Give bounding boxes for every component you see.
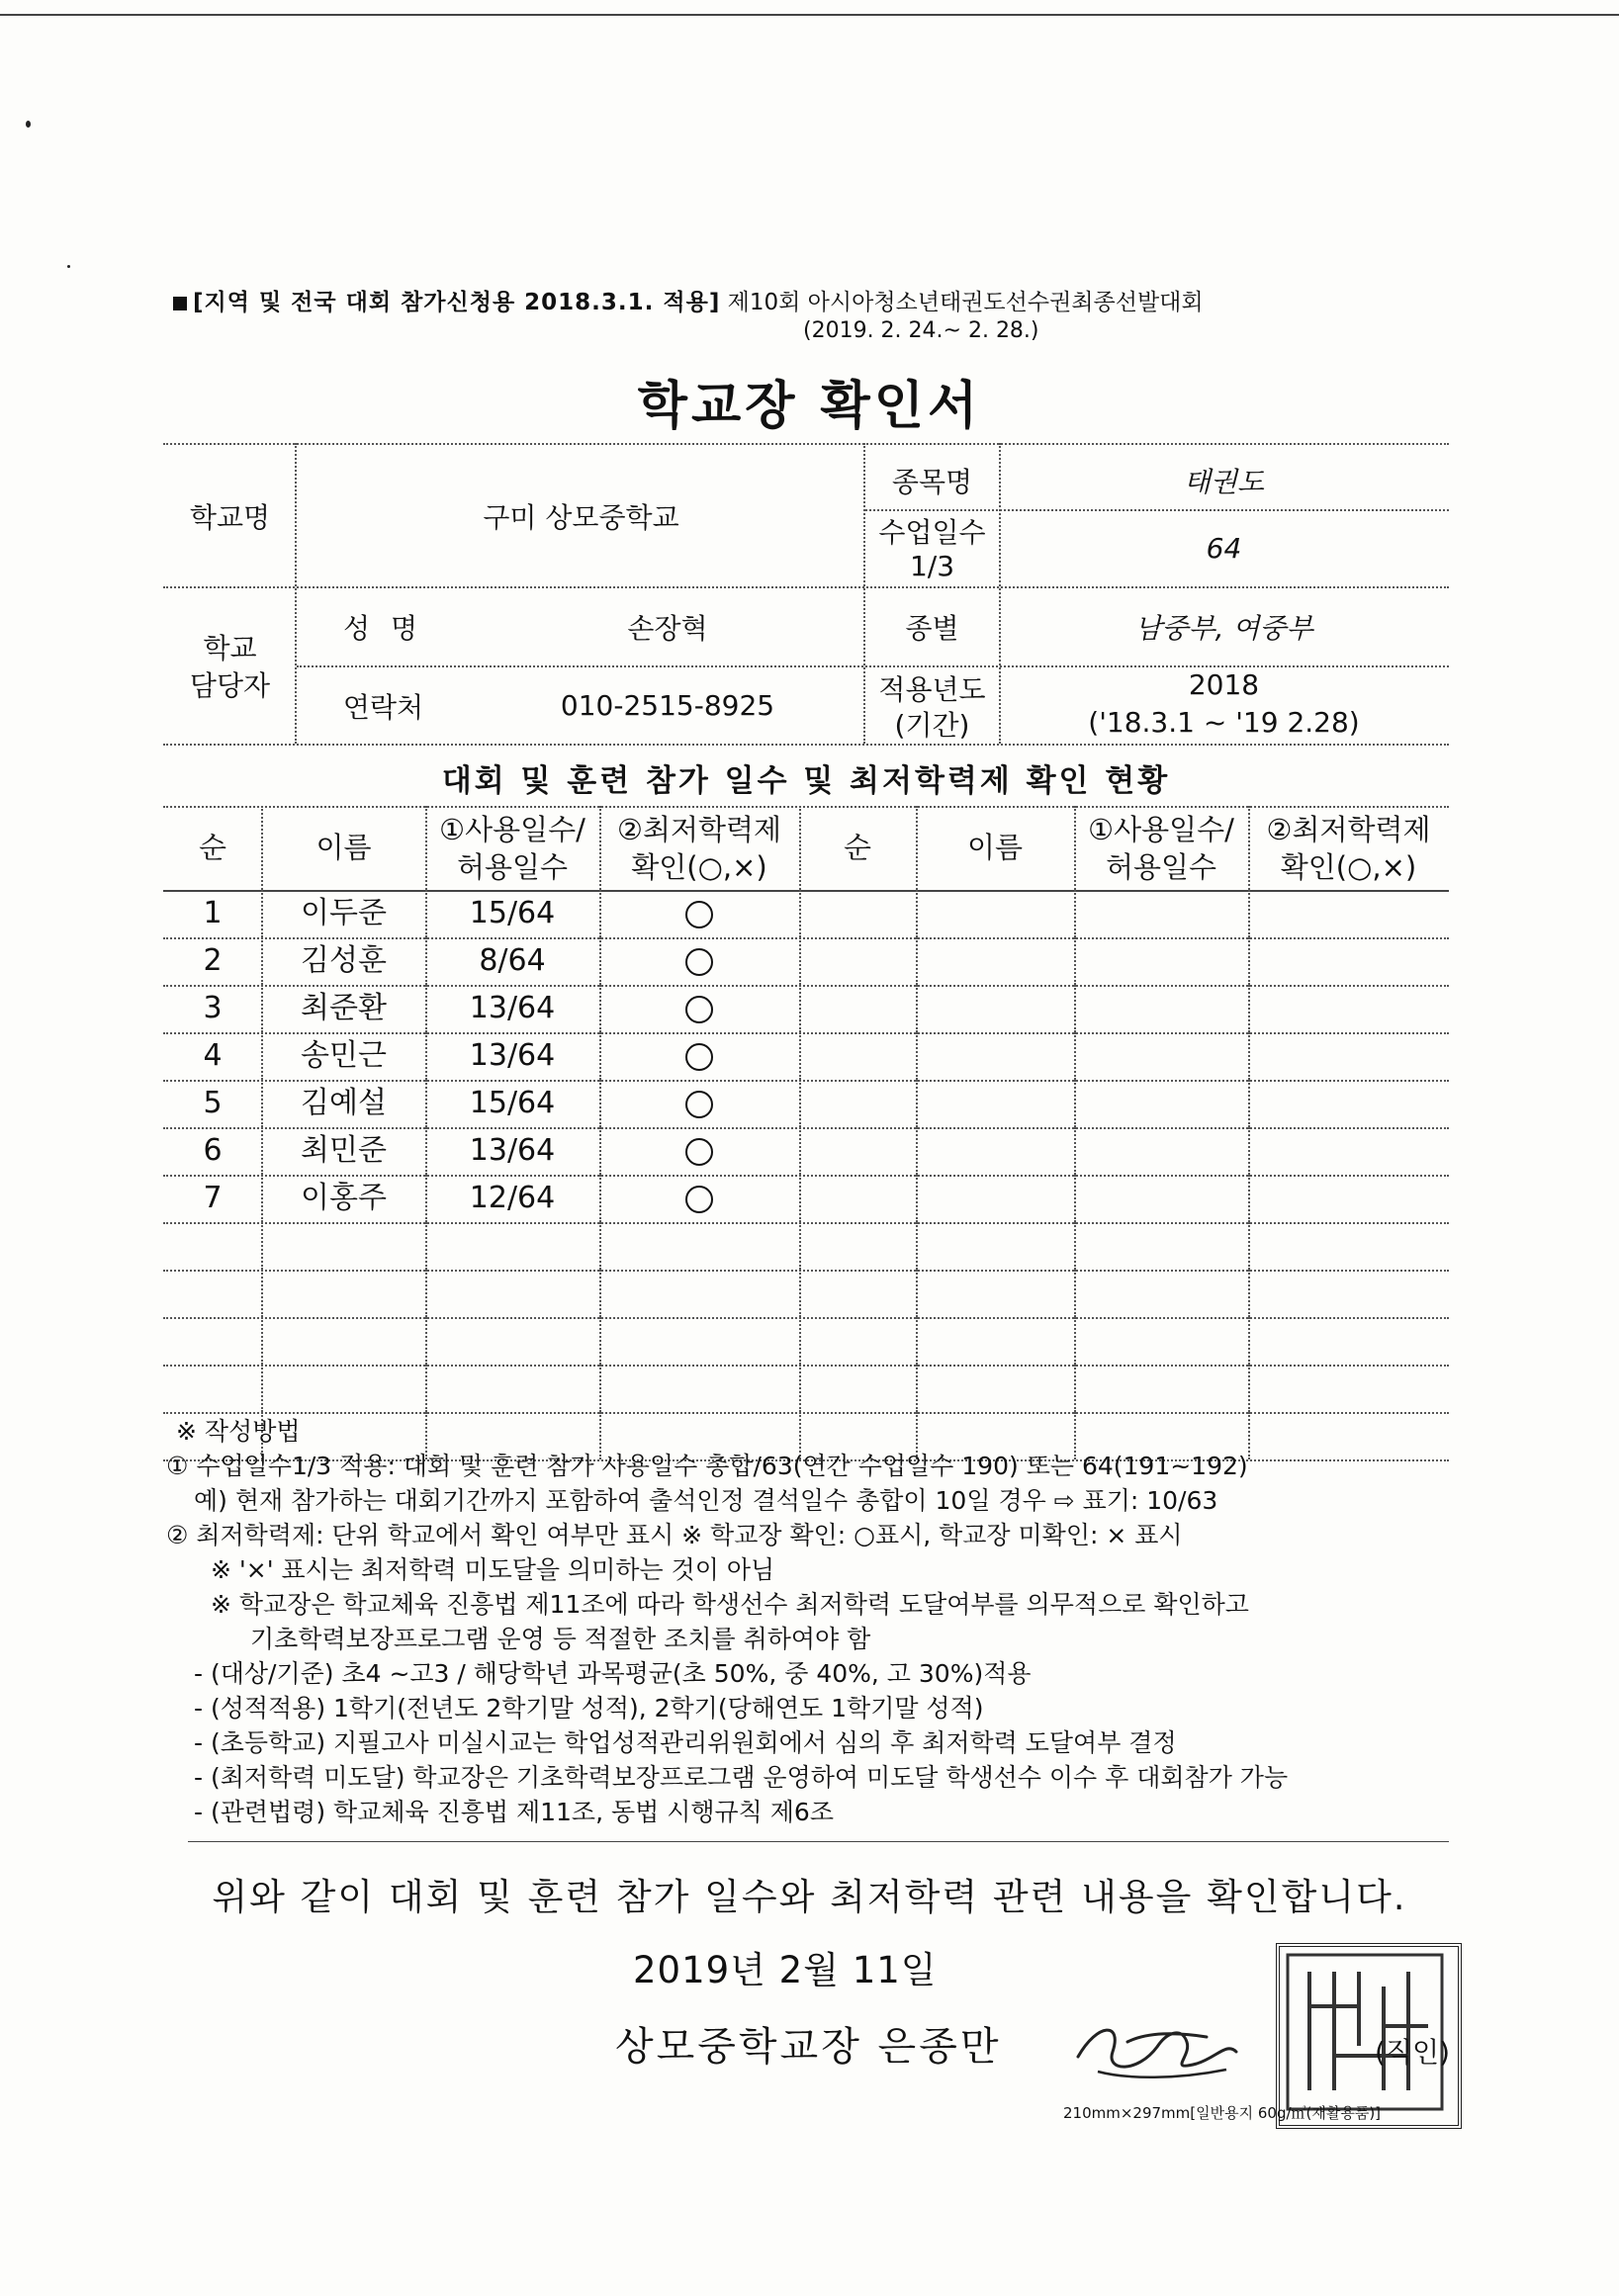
column-divider <box>599 1270 601 1317</box>
cell-name: 김예설 <box>301 1086 387 1120</box>
scan-edge <box>0 0 1619 16</box>
class-days-value: 64 <box>1206 532 1242 565</box>
status-title: 대회 및 훈련 참가 일수 및 최저학력제 확인 현황 <box>441 763 1171 799</box>
scan-speck <box>26 121 31 128</box>
note-item: - (대상/기준) 초4 ~고3 / 해당학년 과목평균(초 50%, 중 40%, 고 30%)적용 <box>194 1659 1032 1688</box>
manager-label-2: 담당자 <box>189 669 271 702</box>
cell-confirm <box>599 1080 799 1127</box>
note-item: - (초등학교) 지필고사 미실시교는 학업성적관리위원회에서 심의 후 최저학력 도달여부 결정 <box>194 1728 1177 1757</box>
column-divider <box>799 1175 801 1222</box>
cell-days: 13/64 <box>469 991 556 1025</box>
seal-text: (직인) <box>1375 2036 1450 2069</box>
manager-name: 손장혁 <box>627 612 708 645</box>
scan-speck <box>67 265 70 268</box>
school-name-label: 학교명 <box>189 501 271 534</box>
class-days-label-fraction: 1/3 <box>909 550 955 582</box>
column-divider <box>599 1222 601 1270</box>
cell-confirm <box>599 1127 799 1175</box>
class-days-label: 수업일수 <box>878 516 986 549</box>
cell-days: 13/64 <box>469 1038 556 1073</box>
circle-mark-icon <box>685 1043 713 1071</box>
column-divider <box>1248 985 1250 1032</box>
th-days-2: 허용일수 <box>456 850 569 884</box>
writing-instructions <box>166 1414 1472 1829</box>
column-divider <box>599 1317 601 1365</box>
column-divider <box>799 1080 801 1127</box>
note-item: ※ 학교장은 학교체육 진흥법 제11조에 따라 학생선수 최저학력 도달여부를 의무적으로 확인하고 <box>211 1590 1249 1619</box>
column-divider <box>1074 1080 1076 1127</box>
cell-days: 13/64 <box>469 1133 556 1168</box>
form-category: [지역 및 전국 대회 참가신청용 2018.3.1. 적용] <box>193 290 721 315</box>
column-divider <box>916 1127 918 1175</box>
cell-name: 이두준 <box>301 896 387 930</box>
column-divider <box>425 1365 427 1412</box>
circle-mark-icon <box>685 1186 713 1213</box>
column-divider <box>916 1365 918 1412</box>
divider <box>163 443 1449 445</box>
cell-no: 2 <box>203 943 223 978</box>
cell-name: 김성훈 <box>301 943 387 978</box>
cell-name: 이홍주 <box>301 1181 387 1215</box>
sport-value: 태권도 <box>1183 466 1265 498</box>
th-days-right-2: 허용일수 <box>1105 850 1217 884</box>
cell-days: 8/64 <box>479 943 546 978</box>
th-name: 이름 <box>315 831 372 864</box>
column-divider <box>261 1365 263 1412</box>
column-divider <box>425 1222 427 1270</box>
note-item: 기초학력보장프로그램 운영 등 적절한 조치를 취하여야 함 <box>250 1625 871 1653</box>
column-divider <box>1074 1270 1076 1317</box>
row-divider <box>163 1270 1449 1272</box>
column-divider <box>425 1317 427 1365</box>
cell-confirm <box>599 985 799 1032</box>
cell-no: 6 <box>203 1133 223 1168</box>
cell-name: 송민근 <box>301 1038 387 1073</box>
divider <box>163 806 1449 808</box>
page-title: 학교장 확인서 <box>637 377 982 436</box>
column-divider <box>916 1175 918 1222</box>
circle-mark-icon <box>685 901 713 928</box>
column-divider <box>916 1080 918 1127</box>
cell-no: 3 <box>203 991 223 1025</box>
event-name: 제10회 아시아청소년태권도선수권최종선발대회 <box>727 290 1204 315</box>
cell-confirm <box>599 1175 799 1222</box>
column-divider <box>1248 937 1250 985</box>
column-divider <box>1074 937 1076 985</box>
column-divider <box>1074 985 1076 1032</box>
contact-label: 연락처 <box>342 691 424 724</box>
column-divider <box>1074 1127 1076 1175</box>
name-label: 성 명 <box>343 612 423 645</box>
note-item: - (관련법령) 학교체육 진흥법 제11조, 동법 시행규칙 제6조 <box>194 1798 834 1826</box>
division-label: 종별 <box>905 612 959 645</box>
th-min-2: 확인(○,×) <box>631 850 767 884</box>
circle-mark-icon <box>685 1138 713 1166</box>
column-divider <box>799 1127 801 1175</box>
column-divider <box>916 1222 918 1270</box>
column-divider <box>916 1032 918 1080</box>
column-divider <box>1074 1365 1076 1412</box>
cell-confirm <box>599 890 799 937</box>
column-divider <box>1074 1317 1076 1365</box>
th-days-right: ①사용일수/ <box>1088 813 1234 846</box>
cell-confirm <box>599 937 799 985</box>
column-divider <box>1248 1127 1250 1175</box>
column-divider <box>1248 1365 1250 1412</box>
column-divider <box>1248 1032 1250 1080</box>
column-divider <box>1248 1270 1250 1317</box>
divider <box>188 1841 1449 1842</box>
cell-name: 최민준 <box>301 1133 387 1168</box>
cell-no: 5 <box>203 1086 223 1120</box>
division-value: 남중부, 여중부 <box>1134 612 1313 645</box>
th-min: ②최저학력제 <box>616 813 782 846</box>
cell-name: 최준환 <box>301 991 387 1025</box>
column-divider <box>799 890 801 937</box>
column-divider <box>799 1032 801 1080</box>
th-name-right: 이름 <box>966 831 1024 864</box>
divider <box>163 586 1449 588</box>
note-item: 예) 현재 참가하는 대회기간까지 포함하여 출석인정 결석일수 총합이 10일 경우 ⇨ 표기: 10/63 <box>194 1486 1218 1515</box>
divider <box>163 744 1449 746</box>
column-divider <box>1074 1175 1076 1222</box>
school-name: 구미 상모중학교 <box>483 501 679 534</box>
column-divider <box>916 890 918 937</box>
period-value: ('18.3.1 ~ '19 2.28) <box>1088 706 1360 739</box>
confirmation-statement: 위와 같이 대회 및 훈련 참가 일수와 최저학력 관련 내용을 확인합니다. <box>212 1876 1407 1918</box>
column-divider <box>1248 1222 1250 1270</box>
column-divider <box>799 1317 801 1365</box>
square-bullet-icon <box>173 297 187 310</box>
signature-icon <box>1068 2002 1266 2086</box>
form-header <box>173 284 1204 316</box>
column-divider <box>916 937 918 985</box>
cell-no: 1 <box>203 896 223 930</box>
issue-date: 2019년 2월 11일 <box>633 1949 938 1991</box>
column-divider <box>261 1270 263 1317</box>
manager-label: 학교 <box>203 632 257 664</box>
column-divider <box>799 985 801 1032</box>
row-divider <box>163 1317 1449 1319</box>
notes-heading: ※ 작성방법 <box>176 1417 301 1446</box>
cell-no: 4 <box>203 1038 223 1073</box>
year-label-2: (기간) <box>894 709 970 742</box>
column-divider <box>1248 1175 1250 1222</box>
column-divider <box>261 1317 263 1365</box>
note-item: ① 수업일수1/3 적용: 대회 및 훈련 참가 사용일수 총합/63(연간 수업일수 190) 또는 64(191~192) <box>166 1452 1248 1480</box>
column-divider <box>799 1365 801 1412</box>
column-divider <box>261 1222 263 1270</box>
cell-no: 7 <box>203 1181 223 1215</box>
row-divider <box>163 1222 1449 1224</box>
cell-days: 15/64 <box>469 1086 556 1120</box>
column-divider <box>916 1317 918 1365</box>
circle-mark-icon <box>685 1091 713 1118</box>
th-min-right: ②최저학력제 <box>1266 813 1431 846</box>
column-divider <box>1074 890 1076 937</box>
note-item: ② 최저학력제: 단위 학교에서 확인 여부만 표시 ※ 학교장 확인: ○표시, 학교장 미확인: × 표시 <box>166 1521 1183 1549</box>
circle-mark-icon <box>685 948 713 976</box>
cell-days: 12/64 <box>469 1181 556 1215</box>
year-label: 적용년도 <box>878 673 986 706</box>
column-divider <box>916 1270 918 1317</box>
year-value: 2018 <box>1188 668 1260 701</box>
note-item: - (최저학력 미도달) 학교장은 기초학력보장프로그램 운영하여 미도달 학생선수 이수 후 대회참가 가능 <box>194 1763 1289 1792</box>
column-divider <box>599 1365 601 1412</box>
column-divider <box>1074 1222 1076 1270</box>
th-no-right: 순 <box>843 831 871 864</box>
contact-value: 010-2515-8925 <box>560 689 775 722</box>
event-period: (2019. 2. 24.~ 2. 28.) <box>803 318 1039 343</box>
th-no: 순 <box>198 831 226 864</box>
column-divider <box>1248 1317 1250 1365</box>
note-item: ※ '×' 표시는 최저학력 미도달을 의미하는 것이 아님 <box>211 1555 775 1584</box>
paper-spec: 210mm×297mm[일반용지 60g/㎡(재활용품)] <box>1063 2104 1382 2122</box>
column-divider <box>425 1270 427 1317</box>
column-divider <box>1074 1032 1076 1080</box>
circle-mark-icon <box>685 996 713 1023</box>
principal-name: 상모중학교장 은종만 <box>615 2024 1002 2070</box>
column-divider <box>1248 1080 1250 1127</box>
th-days: ①사용일수/ <box>439 813 585 846</box>
th-min-right-2: 확인(○,×) <box>1280 850 1417 884</box>
column-divider <box>916 985 918 1032</box>
column-divider <box>799 937 801 985</box>
column-divider <box>799 1270 801 1317</box>
official-seal-icon <box>1276 1943 1462 2129</box>
divider <box>297 665 1449 667</box>
column-divider <box>1248 890 1250 937</box>
cell-days: 15/64 <box>469 896 556 930</box>
note-item: - (성적적용) 1학기(전년도 2학기말 성적), 2학기(당해연도 1학기말 성적) <box>194 1694 984 1722</box>
cell-confirm <box>599 1032 799 1080</box>
row-divider <box>163 1365 1449 1367</box>
column-divider <box>799 1222 801 1270</box>
sport-label: 종목명 <box>891 466 973 498</box>
